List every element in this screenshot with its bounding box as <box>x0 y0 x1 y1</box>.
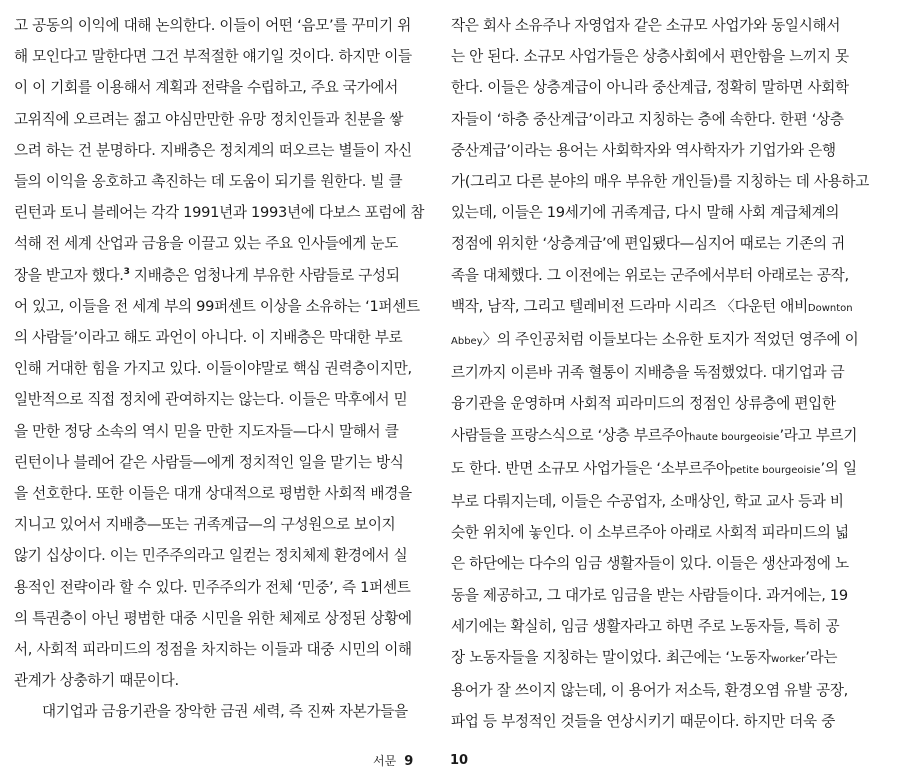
text-line: 는 안 된다. 소규모 사업가들은 상층사회에서 편안함을 느끼지 못 <box>451 48 849 66</box>
text-line: 지니고 있어서 지배층—또는 귀족계급—의 구성원으로 보이지 <box>14 516 396 534</box>
text-line: 으려 하는 건 분명하다. 지배층은 정치계의 떠오르는 별들이 자신 <box>14 141 412 159</box>
section-label: 서문 <box>373 754 397 768</box>
text-line: 린턴과 토니 블레어는 각각 1991년과 1993년에 다보스 포럼에 참 <box>14 204 425 222</box>
text-line: 자들이 ‘하층 중산계급’이라고 지칭하는 층에 속한다. 한편 ‘상층 <box>451 110 844 128</box>
right-page-text <box>451 10 883 738</box>
text-line: 슷한 위치에 놓인다. 이 소부르주아 아래로 사회적 피라미드의 넓 <box>451 524 849 542</box>
french-gloss: petite bourgeoisie <box>729 464 821 476</box>
text-fragment: 지배층은 엄청나게 부유한 사람들로 구성되 <box>129 266 400 284</box>
text-line: 관계가 상충하기 때문이다. <box>14 672 179 690</box>
text-line: 족을 대체했다. 그 이전에는 위로는 군주에서부터 아래로는 공작, <box>451 266 849 284</box>
text-fragment: 장 노동자들을 지칭하는 말이었다. 최근에는 ‘노동자 <box>451 649 772 667</box>
text-fragment: 장을 받고자 했다. <box>14 266 124 284</box>
text-line: 인해 거대한 힘을 가지고 있다. 이들이야말로 핵심 권력층이지만, <box>14 360 412 378</box>
text-line: 들의 이익을 옹호하고 촉진하는 데 도움이 되기를 원한다. 빌 클 <box>14 173 403 191</box>
left-page-footer <box>373 753 413 770</box>
text-line-with-gloss <box>451 642 883 675</box>
text-line: 의 사람들’이라고 해도 과언이 아니다. 이 지배층은 막대한 부로 <box>14 329 403 347</box>
text-line: 중산계급’이라는 용어는 사회학자와 역사학자가 기업가와 은행 <box>451 141 836 159</box>
text-line: 않기 십상이다. 이는 민주주의라고 일컫는 정치체제 환경에서 실 <box>14 547 408 565</box>
text-line: 있는데, 이들은 19세기에 귀족계급, 다시 말해 사회 계급체계의 <box>451 204 840 222</box>
text-line: 용어가 잘 쓰이지 않는데, 이 용어가 저소득, 환경오염 유발 공장, <box>451 682 849 700</box>
text-line-with-gloss <box>451 291 883 324</box>
text-line: 해 모인다고 말한다면 그건 부적절한 얘기일 것이다. 하지만 이들 <box>14 48 412 66</box>
text-fragment: 도 한다. 반면 소규모 사업가들은 ‘소부르주아 <box>451 459 730 477</box>
page-number: 9 <box>404 754 414 769</box>
text-line-with-gloss <box>451 324 883 357</box>
text-fragment: 백작, 남작, 그리고 텔레비전 드라마 시리즈 〈다운턴 애비 <box>451 297 808 315</box>
text-line: 한다. 이들은 상층계급이 아니라 중산계급, 정확히 말하면 사회학 <box>451 79 849 97</box>
text-line: 용적인 전략이라 할 수 있다. 민주주의가 전체 ‘민중’, 즉 1퍼센트 <box>14 578 411 596</box>
text-line: 일반적으로 직접 정치에 관여하지는 않는다. 이들은 막후에서 믿 <box>14 391 408 409</box>
text-line: 동을 제공하고, 그 대가로 임금을 받는 사람들이다. 과거에는, 19 <box>451 586 848 604</box>
text-fragment: ’라는 <box>805 649 838 667</box>
right-page-footer <box>450 753 468 769</box>
page-number: 10 <box>450 753 469 768</box>
text-line: 가(그리고 다른 분야의 매우 부유한 개인들)를 지칭하는 데 사용하고 <box>451 173 870 191</box>
text-line: 고 공동의 이익에 대해 논의한다. 이들이 어떤 ‘음모’를 꾸미기 위 <box>14 17 412 34</box>
text-line: 부로 다뤄지는데, 이들은 수공업자, 소매상인, 학교 교사 등과 비 <box>451 493 844 511</box>
text-line: 석해 전 세계 산업과 금융을 이끌고 있는 주요 인사들에게 눈도 <box>14 235 398 253</box>
french-gloss: haute bourgeoisie <box>689 431 780 443</box>
text-fragment: ’의 일 <box>820 459 857 477</box>
paragraph-start-line: 대기업과 금융기관을 장악한 금권 세력, 즉 진짜 자본가들을 <box>42 703 408 721</box>
text-line: 작은 회사 소유주나 자영업자 같은 소규모 사업가와 동일시해서 <box>451 17 841 34</box>
text-line: 르기까지 이른바 귀족 혈통이 지배층을 독점했었다. 대기업과 금 <box>451 364 845 382</box>
english-gloss: worker <box>771 654 806 666</box>
text-line: 정점에 위치한 ‘상층계급’에 편입됐다—심지어 때로는 기존의 귀 <box>451 235 845 253</box>
text-line: 을 선호한다. 또한 이들은 대개 상대적으로 평범한 사회적 배경을 <box>14 485 412 503</box>
english-gloss: Downton <box>807 302 853 314</box>
text-fragment: ’라고 부르기 <box>779 426 858 444</box>
text-line-with-gloss <box>451 420 883 453</box>
text-line-with-gloss <box>451 453 883 486</box>
text-line: 파업 등 부정적인 것들을 연상시키기 때문이다. 하지만 더욱 중 <box>451 713 835 731</box>
text-line: 서, 사회적 피라미드의 정점을 차지하는 이들과 대중 시민의 이해 <box>14 641 412 659</box>
text-line: 세기에는 확실히, 임금 생활자라고 하면 주로 노동자들, 특히 공 <box>451 617 840 635</box>
text-line: 어 있고, 이들을 전 세계 부의 99퍼센트 이상을 소유하는 ‘1퍼센트 <box>14 297 420 315</box>
footnote-marker[interactable]: 3 <box>123 266 130 277</box>
text-line: 은 하단에는 다수의 임금 생활자들이 있다. 이들은 생산과정에 노 <box>451 555 849 573</box>
text-line: 융기관을 운영하며 사회적 피라미드의 정점인 상류층에 편입한 <box>451 395 836 413</box>
text-line: 고위직에 오르려는 젊고 야심만만한 유망 정치인들과 친분을 쌓 <box>14 110 404 128</box>
text-line: 린턴이나 블레어 같은 사람들—에게 정치적인 일을 맡기는 방식 <box>14 453 404 471</box>
text-fragment: 〉의 주인공처럼 이들보다는 소유한 토지가 적었던 영주에 이 <box>482 331 859 349</box>
english-gloss: Abbey <box>451 336 483 348</box>
text-line: 을 만한 정당 소속의 역시 믿을 만한 지도자들—다시 말해서 클 <box>14 422 399 440</box>
text-line-with-footnote <box>14 260 440 291</box>
text-fragment: 사람들을 프랑스식으로 ‘상층 부르주아 <box>451 426 690 444</box>
left-page-text <box>14 10 440 728</box>
text-line: 의 특권층이 아닌 평범한 대중 시민을 위한 체제로 상정된 상황에 <box>14 609 412 627</box>
text-line: 이 이 기회를 이용해서 계획과 전략을 수립하고, 주요 국가에서 <box>14 79 398 97</box>
